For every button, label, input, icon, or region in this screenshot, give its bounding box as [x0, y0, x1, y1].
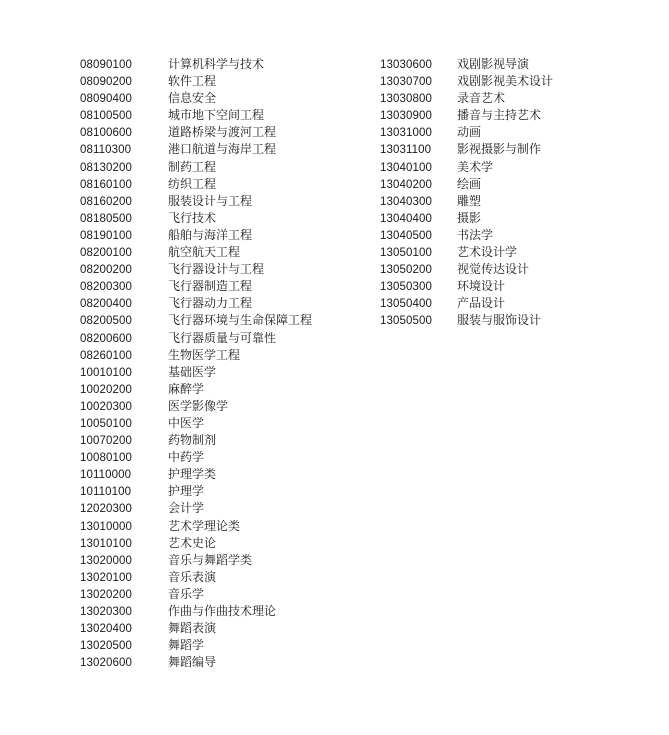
major-row	[80, 654, 312, 671]
major-row	[80, 90, 312, 107]
major-name: 城市地下空间工程	[168, 108, 265, 123]
major-row	[80, 364, 312, 381]
major-name: 产品设计	[457, 296, 506, 311]
major-name: 软件工程	[168, 74, 217, 89]
major-row	[80, 56, 312, 73]
major-code: 13050300	[380, 281, 432, 294]
major-row	[380, 73, 553, 90]
major-row	[80, 586, 312, 603]
major-row	[80, 347, 312, 364]
major-name: 服装与服饰设计	[457, 313, 542, 328]
major-row	[380, 295, 553, 312]
major-code: 08130200	[80, 161, 132, 174]
major-row	[80, 603, 312, 620]
major-name: 飞行器质量与可靠性	[168, 330, 277, 345]
major-name: 摄影	[457, 210, 482, 225]
major-row	[380, 141, 553, 158]
major-name: 艺术设计学	[457, 245, 518, 260]
major-code: 13050400	[380, 298, 432, 311]
major-name: 绘画	[457, 176, 482, 191]
right-major-list	[380, 56, 553, 330]
major-name: 基础医学	[168, 364, 217, 379]
major-row	[80, 295, 312, 312]
major-row	[80, 637, 312, 654]
major-code: 13020300	[80, 606, 132, 618]
major-name: 信息安全	[168, 91, 217, 106]
major-code: 13040100	[380, 161, 432, 174]
major-row	[380, 90, 553, 107]
major-name: 美术学	[457, 159, 494, 174]
major-row	[80, 500, 312, 517]
major-row	[80, 483, 312, 500]
major-code: 13020400	[80, 623, 132, 636]
major-row	[80, 398, 312, 415]
major-code: 08090400	[80, 93, 132, 106]
major-code: 10050100	[80, 417, 132, 430]
major-name: 动画	[457, 125, 482, 140]
major-row	[380, 193, 553, 210]
major-row	[80, 261, 312, 278]
major-name: 飞行器环境与生命保障工程	[168, 313, 313, 328]
major-code: 13030900	[380, 110, 432, 123]
major-row	[80, 124, 312, 141]
major-name: 船舶与海洋工程	[168, 227, 253, 242]
major-code: 08190100	[80, 229, 132, 242]
major-row	[380, 261, 553, 278]
major-code: 08200500	[80, 315, 132, 328]
major-code: 13050200	[380, 264, 432, 277]
major-code: 08160200	[80, 195, 132, 208]
major-name: 计算机科学与技术	[168, 57, 265, 71]
major-name: 中药学	[168, 450, 205, 465]
major-name: 视觉传达设计	[457, 262, 530, 277]
major-name: 纺织工程	[168, 176, 217, 191]
major-name: 环境设计	[457, 279, 506, 294]
major-code: 08180500	[80, 212, 132, 225]
major-code: 13050500	[380, 315, 432, 328]
major-row	[380, 176, 553, 193]
major-row	[80, 449, 312, 466]
major-name: 飞行器动力工程	[168, 296, 253, 311]
major-row	[380, 124, 553, 141]
major-row	[80, 535, 312, 552]
major-name: 艺术学理论类	[168, 518, 241, 533]
major-name: 音乐表演	[168, 569, 217, 584]
major-row	[80, 193, 312, 210]
major-code: 08200600	[80, 332, 132, 345]
major-name: 雕塑	[457, 193, 482, 208]
major-row	[80, 244, 312, 261]
major-row	[380, 159, 553, 176]
major-code: 13010000	[80, 520, 132, 533]
major-code: 08090200	[80, 76, 132, 89]
major-name: 港口航道与海岸工程	[168, 142, 277, 157]
major-name: 书法学	[457, 227, 494, 242]
major-code: 13010100	[80, 537, 132, 550]
major-code: 13031000	[380, 127, 432, 140]
major-row	[380, 107, 553, 124]
major-name: 戏剧影视美术设计	[457, 74, 554, 89]
major-row	[80, 552, 312, 569]
major-name: 道路桥梁与渡河工程	[168, 125, 277, 140]
major-name: 飞行器设计与工程	[168, 262, 265, 277]
left-major-list	[80, 56, 312, 671]
major-row	[80, 176, 312, 193]
major-code: 13030600	[380, 59, 432, 71]
major-name: 中医学	[168, 415, 205, 430]
major-row	[80, 466, 312, 483]
major-name: 录音艺术	[457, 91, 506, 106]
major-code: 10110000	[80, 469, 132, 482]
major-name: 音乐与舞蹈学类	[168, 552, 253, 567]
major-code: 08200400	[80, 298, 132, 311]
major-code: 13040400	[380, 212, 432, 225]
major-code: 13050100	[380, 247, 432, 260]
major-row	[80, 381, 312, 398]
major-name: 麻醉学	[168, 381, 205, 396]
major-name: 舞蹈学	[168, 638, 205, 653]
major-code: 10110100	[80, 486, 132, 499]
major-name: 舞蹈表演	[168, 621, 217, 636]
major-code: 13030800	[380, 93, 432, 106]
major-row	[80, 210, 312, 227]
major-name: 会计学	[168, 501, 205, 516]
major-name: 舞蹈编导	[168, 655, 217, 670]
major-name: 航空航天工程	[168, 245, 241, 260]
major-name: 制药工程	[168, 159, 217, 174]
major-row	[80, 141, 312, 158]
major-code: 13030700	[380, 76, 432, 89]
major-name: 艺术史论	[168, 535, 217, 550]
major-row	[80, 227, 312, 244]
major-code: 08200100	[80, 247, 132, 260]
major-row	[80, 620, 312, 637]
major-code: 13020600	[80, 657, 132, 670]
major-code: 10070200	[80, 435, 132, 448]
major-row	[80, 73, 312, 90]
major-code: 13020200	[80, 588, 132, 601]
major-code: 13020000	[80, 554, 132, 567]
major-code: 08110300	[80, 144, 132, 157]
major-row	[380, 312, 553, 329]
major-code: 13040300	[380, 195, 432, 208]
major-row	[380, 227, 553, 244]
major-name: 作曲与作曲技术理论	[168, 604, 277, 618]
major-row	[380, 210, 553, 227]
major-code: 10020300	[80, 400, 132, 413]
major-code: 13040200	[380, 178, 432, 191]
major-code: 10080100	[80, 452, 132, 465]
major-row	[80, 432, 312, 449]
major-name: 服装设计与工程	[168, 193, 253, 208]
major-row	[80, 159, 312, 176]
major-code: 08100500	[80, 110, 132, 123]
major-code: 13020500	[80, 640, 132, 653]
major-row	[380, 278, 553, 295]
major-row	[80, 330, 312, 347]
major-row	[80, 312, 312, 329]
major-code: 12020300	[80, 503, 132, 516]
major-row	[80, 569, 312, 586]
major-name: 护理学类	[168, 467, 217, 482]
major-code: 08200200	[80, 264, 132, 277]
major-row	[80, 107, 312, 124]
major-name: 医学影像学	[168, 398, 229, 413]
major-code: 08100600	[80, 127, 132, 140]
major-row	[80, 518, 312, 535]
major-row	[80, 278, 312, 295]
major-name: 戏剧影视导演	[457, 57, 530, 71]
major-code: 08260100	[80, 349, 132, 362]
major-row	[380, 56, 553, 73]
major-name: 生物医学工程	[168, 347, 241, 362]
major-row	[380, 244, 553, 261]
major-code: 08160100	[80, 178, 132, 191]
major-row	[80, 415, 312, 432]
major-code: 13040500	[380, 229, 432, 242]
major-name: 飞行器制造工程	[168, 279, 253, 294]
major-name: 播音与主持艺术	[457, 108, 542, 123]
major-name: 护理学	[168, 484, 205, 499]
major-code: 08090100	[80, 59, 132, 71]
major-code: 10010100	[80, 366, 132, 379]
major-code: 13020100	[80, 571, 132, 584]
major-code: 08200300	[80, 281, 132, 294]
major-name: 飞行技术	[168, 210, 217, 225]
major-name: 药物制剂	[168, 433, 217, 448]
major-code: 13031100	[380, 144, 432, 157]
major-name: 影视摄影与制作	[457, 142, 542, 157]
major-code: 10020200	[80, 383, 132, 396]
major-name: 音乐学	[168, 586, 205, 601]
